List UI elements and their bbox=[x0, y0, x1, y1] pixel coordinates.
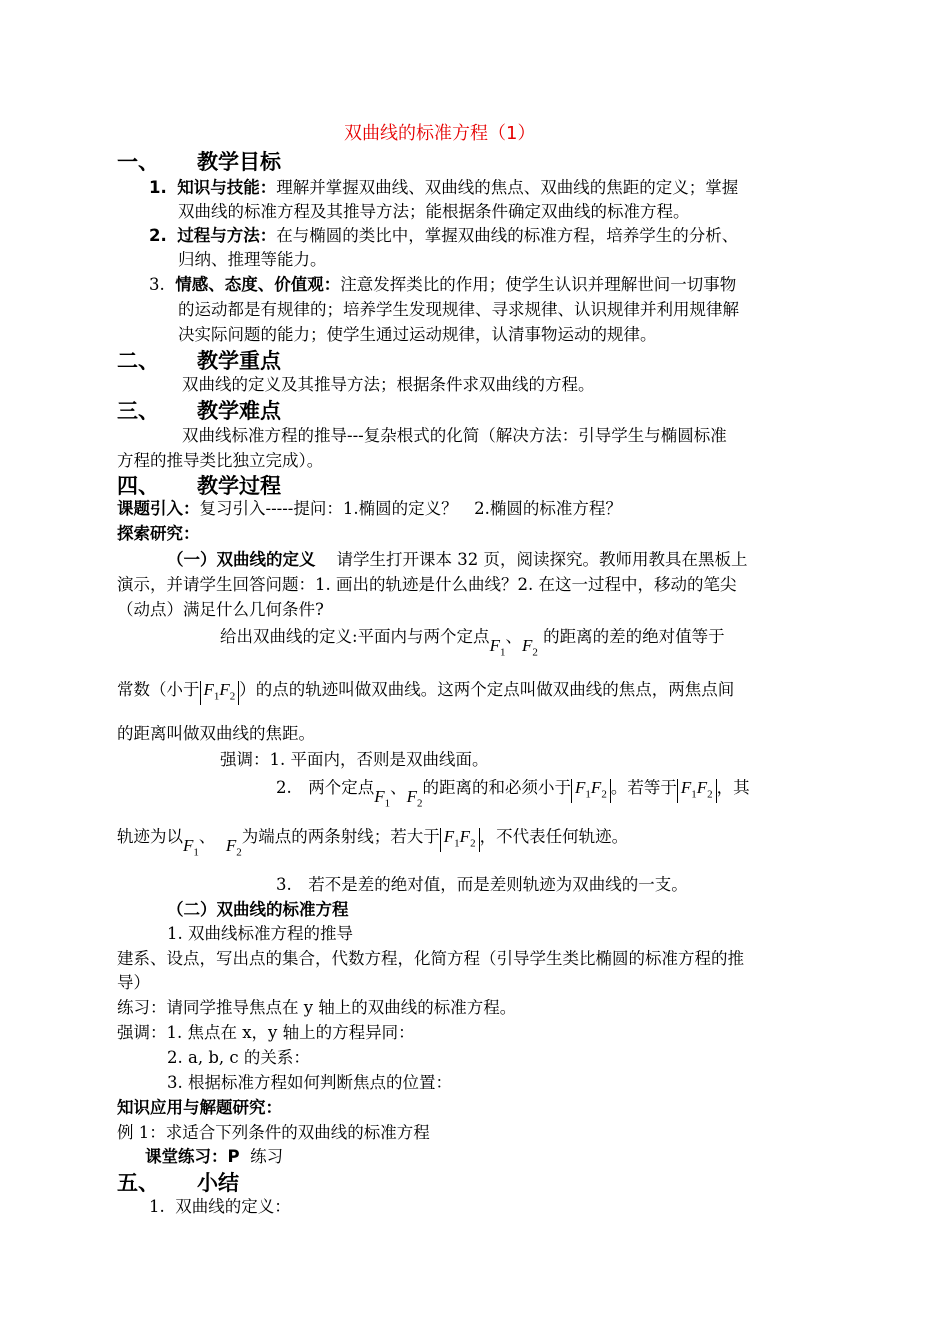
focus-f2: $F_2$ bbox=[406, 787, 423, 810]
definition-line-1: 给出双曲线的定义:平面内与两个定点$F_1$、$F_2$ 的距离的差的绝对值等于 bbox=[220, 627, 725, 659]
goal-3-line bbox=[149, 273, 736, 297]
emphasis-2-line-2: 轨迹为以$F_1$、 $F_2$为端点的两条射线；若大于 $F_1F_2$ ，不代表任何轨迹。 bbox=[117, 827, 629, 859]
part-2-text-1: 建系、设点，写出点的集合，代数方程，化简方程（引导学生类比椭圆的标准方程的推 bbox=[117, 949, 744, 968]
intro-line bbox=[117, 497, 622, 521]
class-practice-label: 课堂练习：P bbox=[145, 1147, 240, 1166]
section-2-number: 二、 bbox=[117, 349, 159, 373]
definition-line-2 bbox=[117, 678, 734, 705]
intro-text: 复习引入-----提问：1.椭圆的定义？ 2.椭圆的标准方程？ bbox=[199, 499, 622, 518]
emphasis-2-line: 2. 两个定点$F_1$、$F_2$的距离的和必须小于 $F_1F_2$ 。若等于 $F_1F_2$ ，其 bbox=[276, 778, 750, 810]
part-2-item-1: 1. 双曲线标准方程的推导 bbox=[167, 924, 353, 943]
goal-3-text-cont-1: 的运动都是有规律的；培养学生发现规律、寻求规律、认识规律并利用规律解 bbox=[178, 300, 739, 319]
goal-3-text-cont-2: 决实际问题的能力；使学生通过运动规律，认清事物运动的规律。 bbox=[178, 325, 657, 344]
focus-f1: $F_1$ bbox=[489, 636, 506, 659]
focal-distance-abs: $F_1F_2$ bbox=[677, 779, 717, 803]
focus-f2: $F_2$ bbox=[521, 636, 538, 659]
part-1-text-cont-2: （动点）满足什么几何条件? bbox=[117, 600, 324, 619]
practice-text: 练习：请同学推导焦点在 y 轴上的双曲线的标准方程。 bbox=[117, 998, 517, 1017]
class-practice-text: 练习 bbox=[250, 1147, 284, 1166]
section-1-heading bbox=[117, 148, 281, 176]
definition-text-1: 给出双曲线的定义:平面内与两个定点 bbox=[220, 627, 490, 646]
goal-1-text: 理解并掌握双曲线、双曲线的焦点、双曲线的焦距的定义；掌握 bbox=[276, 178, 739, 197]
focal-distance-abs: $F_1F_2$ bbox=[440, 828, 480, 852]
focus-f1: $F_1$ bbox=[183, 836, 199, 859]
intro-label: 课题引入： bbox=[117, 499, 200, 518]
section-4-title: 教学过程 bbox=[197, 474, 281, 498]
part-1-text-cont-1: 演示，并请学生回答问题：1. 画出的轨迹是什么曲线？2. 在这一过程中，移动的笔尖 bbox=[117, 575, 737, 594]
part-2-label: （二）双曲线的标准方程 bbox=[167, 900, 349, 919]
section-3-title: 教学难点 bbox=[197, 399, 281, 423]
emphasis-4: 强调：1. 焦点在 x，y 轴上的方程异同： bbox=[117, 1023, 415, 1042]
section-2-text: 双曲线的定义及其推导方法；根据条件求双曲线的方程。 bbox=[182, 375, 595, 394]
part-2-text-2: 导） bbox=[117, 973, 150, 992]
application-label: 知识应用与解题研究： bbox=[117, 1098, 282, 1117]
section-3-text-cont: 方程的推导类比独立完成）。 bbox=[117, 451, 324, 470]
summary-item-text: 双曲线的定义： bbox=[175, 1197, 291, 1216]
goal-2-label: 过程与方法： bbox=[177, 226, 277, 245]
goal-3-text: 注意发挥类比的作用；使学生认识并理解世间一切事物 bbox=[340, 275, 737, 294]
section-3-number: 三、 bbox=[117, 399, 159, 423]
section-4-heading bbox=[117, 472, 281, 500]
emphasis-6: 3. 根据标准方程如何判断焦点的位置： bbox=[167, 1073, 452, 1092]
part-1-line bbox=[167, 548, 747, 572]
focus-f1: $F_1$ bbox=[374, 787, 391, 810]
section-4-number: 四、 bbox=[117, 474, 159, 498]
emphasis-5: 2. a, b, c 的关系： bbox=[167, 1048, 310, 1067]
goal-2-text: 在与椭圆的类比中，掌握双曲线的标准方程，培养学生的分析、 bbox=[276, 226, 739, 245]
section-2-title: 教学重点 bbox=[197, 349, 281, 373]
definition-text-3: 常数（小于 bbox=[117, 680, 200, 699]
definition-line-3: 的距离叫做双曲线的焦距。 bbox=[117, 724, 315, 743]
goal-3-number: 3. bbox=[149, 275, 165, 294]
goal-2-number: 2. bbox=[149, 226, 167, 245]
goal-2-line bbox=[149, 224, 738, 248]
goal-1-text-cont: 双曲线的标准方程及其推导方法；能根据条件确定双曲线的标准方程。 bbox=[178, 202, 690, 221]
section-5-heading bbox=[117, 1169, 239, 1197]
goal-1-line bbox=[149, 176, 738, 200]
section-5-title: 小结 bbox=[197, 1171, 239, 1195]
definition-text-4: ）的点的轨迹叫做双曲线。这两个定点叫做双曲线的焦点，两焦点间 bbox=[239, 680, 735, 699]
section-3-heading bbox=[117, 397, 281, 425]
section-3-text: 双曲线标准方程的推导---复杂根式的化简（解决方法：引导学生与椭圆标准 bbox=[182, 426, 727, 445]
focal-distance-abs: $F_1F_2$ bbox=[571, 779, 611, 803]
part-1-text: 请学生打开课本 32 页，阅读探究。教师用教具在黑板上 bbox=[336, 550, 748, 569]
section-2-heading bbox=[117, 347, 281, 375]
summary-item-1 bbox=[149, 1195, 291, 1219]
section-5-number: 五、 bbox=[117, 1171, 159, 1195]
section-1-number: 一、 bbox=[117, 150, 159, 174]
goal-3-label: 情感、态度、价值观： bbox=[175, 275, 341, 294]
definition-text-2: 的距离的差的绝对值等于 bbox=[543, 627, 725, 646]
part-1-label: （一）双曲线的定义 bbox=[167, 550, 316, 569]
goal-2-text-cont: 归纳、推理等能力。 bbox=[178, 250, 327, 269]
emphasis-1: 强调：1. 平面内，否则是双曲线面。 bbox=[220, 750, 489, 769]
class-practice-line bbox=[145, 1145, 283, 1169]
example-1: 例 1：求适合下列条件的双曲线的标准方程 bbox=[117, 1123, 430, 1142]
emphasis-3: 3. 若不是差的绝对值，而是差则轨迹为双曲线的一支。 bbox=[276, 875, 688, 894]
explore-label: 探索研究： bbox=[117, 524, 200, 543]
focus-f2: $F_2$ bbox=[225, 836, 242, 859]
goal-1-label: 知识与技能： bbox=[177, 178, 277, 197]
page-title: 双曲线的标准方程（1） bbox=[344, 123, 536, 144]
summary-item-number: 1. bbox=[149, 1197, 165, 1216]
section-1-title: 教学目标 bbox=[197, 150, 281, 174]
goal-1-number: 1. bbox=[149, 178, 167, 197]
focal-distance-abs: $F_1F_2$ bbox=[200, 681, 240, 705]
